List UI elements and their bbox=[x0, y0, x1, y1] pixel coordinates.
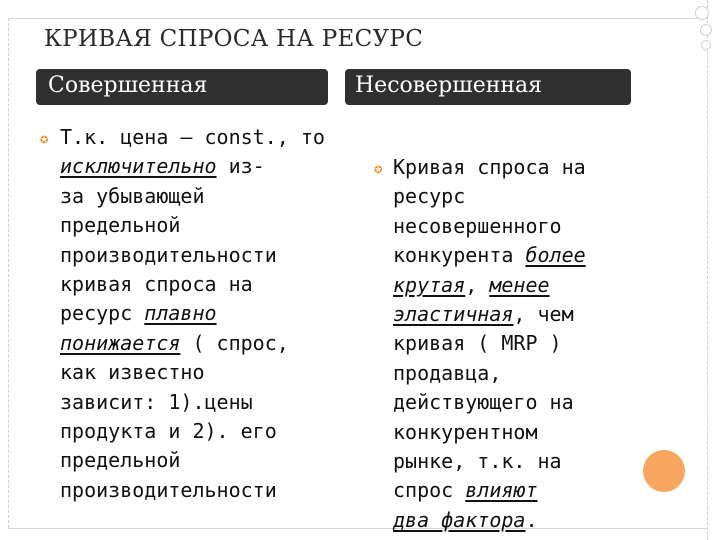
text-line bbox=[393, 271, 651, 300]
text-line bbox=[393, 241, 651, 270]
text-line bbox=[60, 388, 335, 417]
text-run: Кривая спроса на bbox=[393, 155, 586, 179]
text-run: производительности bbox=[60, 477, 277, 502]
text-line bbox=[60, 299, 335, 328]
text-line bbox=[393, 212, 651, 241]
text-line bbox=[60, 358, 335, 387]
text-run: конкурента bbox=[393, 243, 526, 268]
text-line bbox=[60, 123, 335, 152]
frame-left-line bbox=[8, 18, 9, 528]
emphasized-text: более bbox=[525, 243, 586, 268]
emphasized-text: крутая bbox=[393, 272, 466, 297]
header-perfect-competition: Совершенная bbox=[36, 69, 328, 105]
text-line bbox=[393, 388, 651, 417]
text-run: кривая спроса на bbox=[60, 272, 253, 297]
slide-title: КРИВАЯ СПРОСА НА РЕСУРС bbox=[44, 26, 424, 52]
text-line bbox=[60, 241, 335, 270]
text-line bbox=[393, 447, 651, 476]
text-line bbox=[393, 418, 651, 447]
text-run: конкурентном bbox=[393, 419, 538, 444]
emphasized-text: менее bbox=[489, 272, 550, 297]
text-run: ( спрос, bbox=[180, 330, 289, 355]
emphasized-text: эластичная bbox=[393, 302, 514, 327]
text-run: несовершенного bbox=[393, 213, 562, 238]
text-run: Т.к. цена – const., то bbox=[60, 125, 325, 149]
text-line bbox=[60, 476, 335, 505]
text-run: как известно bbox=[60, 360, 205, 385]
text-run: производительности bbox=[60, 242, 277, 267]
text-run: , bbox=[465, 272, 490, 297]
text-run: предельной bbox=[60, 213, 181, 238]
emphasized-text: плавно bbox=[144, 301, 217, 326]
imperfect-competition-text bbox=[393, 153, 651, 535]
text-line bbox=[393, 153, 651, 182]
text-run: ресурс bbox=[60, 301, 145, 326]
text-run: ресурс bbox=[393, 184, 466, 209]
text-line bbox=[60, 417, 335, 446]
orange-star-bullet-icon: ✪ bbox=[374, 161, 383, 177]
text-line bbox=[60, 152, 335, 181]
text-line bbox=[60, 182, 335, 211]
text-line bbox=[393, 359, 651, 388]
text-run: за убывающей bbox=[60, 183, 205, 208]
text-run: . bbox=[525, 507, 538, 532]
frame-right-line bbox=[707, 0, 708, 540]
text-line bbox=[393, 476, 651, 505]
header-imperfect-competition: Несовершенная bbox=[345, 69, 631, 105]
text-line bbox=[60, 446, 335, 475]
emphasized-text: два фактора bbox=[393, 507, 526, 532]
emphasized-text: понижается bbox=[60, 330, 181, 355]
text-run: спрос bbox=[393, 478, 466, 503]
perfect-competition-text bbox=[60, 123, 335, 505]
decor-circle-3 bbox=[701, 40, 711, 50]
text-run: , чем bbox=[513, 302, 574, 327]
text-line bbox=[393, 182, 651, 211]
text-line bbox=[393, 300, 651, 329]
text-run: продукта и 2). его bbox=[60, 419, 277, 444]
orange-star-bullet-icon: ✪ bbox=[40, 131, 49, 147]
decor-circle-2 bbox=[700, 24, 712, 36]
frame-top-line bbox=[8, 18, 708, 19]
text-run: продавца, bbox=[393, 360, 502, 385]
text-run: рынке, т.к. на bbox=[393, 449, 562, 474]
text-run: из- bbox=[216, 154, 265, 179]
decor-circle-1 bbox=[695, 6, 709, 20]
text-line bbox=[60, 329, 335, 358]
text-line bbox=[393, 329, 651, 358]
text-run: предельной bbox=[60, 448, 181, 473]
text-run: действующего на bbox=[393, 390, 574, 415]
text-line bbox=[393, 506, 651, 535]
text-run: кривая ( MRP ) bbox=[393, 331, 562, 356]
text-run: зависит: 1).цены bbox=[60, 389, 253, 414]
emphasized-text: исключительно bbox=[60, 154, 217, 179]
emphasized-text: влияют bbox=[465, 478, 538, 503]
text-line bbox=[60, 211, 335, 240]
text-line bbox=[60, 270, 335, 299]
